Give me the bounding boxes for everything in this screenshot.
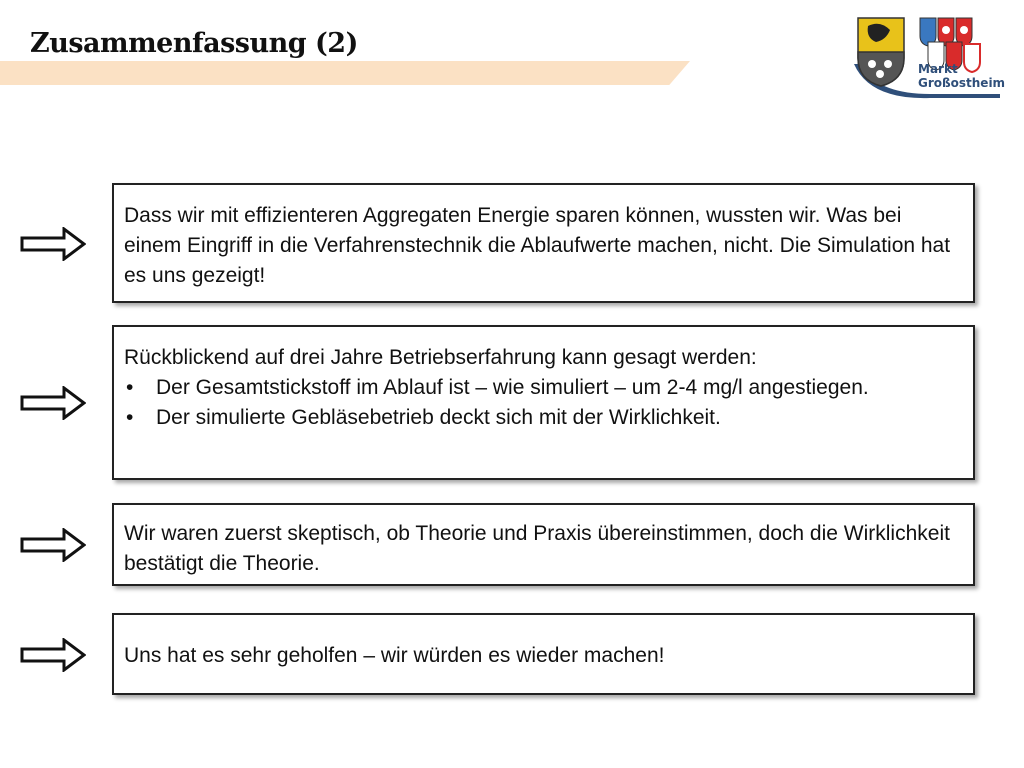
summary-bullet-list: [124, 373, 963, 433]
right-arrow-outline-icon: [20, 638, 86, 672]
summary-text-1: Dass wir mit effizienteren Aggregaten Energie sparen können, wussten wir. Was bei einem Eingriff in die Verfahrenstechnik die Ablaufwerte machen, nicht. Die Simulation hat es uns gezeigt!: [124, 204, 951, 287]
list-item: • Der simulierte Gebläsebetrieb deckt sich mit der Wirklichkeit.: [124, 403, 963, 433]
title-band: [0, 61, 690, 85]
summary-text-4: Uns hat es sehr geholfen – wir würden es wieder machen!: [124, 644, 665, 667]
page-title: Zusammenfassung (2): [30, 28, 358, 59]
summary-box-4: [112, 613, 975, 695]
summary-box-1: [112, 183, 975, 303]
right-arrow-outline-icon: [20, 528, 86, 562]
summary-text-3: Wir waren zuerst skeptisch, ob Theorie und Praxis übereinstimmen, doch die Wirklichkeit bestätigt die Theorie.: [124, 522, 950, 575]
summary-box-2: [112, 325, 975, 480]
summary-box-3: [112, 503, 975, 586]
logo-text-name: Großostheim: [918, 76, 1006, 90]
logo-text-markt: Markt: [918, 62, 958, 76]
summary-intro-2: Rückblickend auf drei Jahre Betriebserfahrung kann gesagt werden:: [124, 346, 757, 369]
right-arrow-outline-icon: [20, 227, 86, 261]
right-arrow-outline-icon: [20, 386, 86, 420]
list-item: • Der Gesamtstickstoff im Ablauf ist – wie simuliert – um 2-4 mg/l angestiegen.: [124, 373, 963, 403]
